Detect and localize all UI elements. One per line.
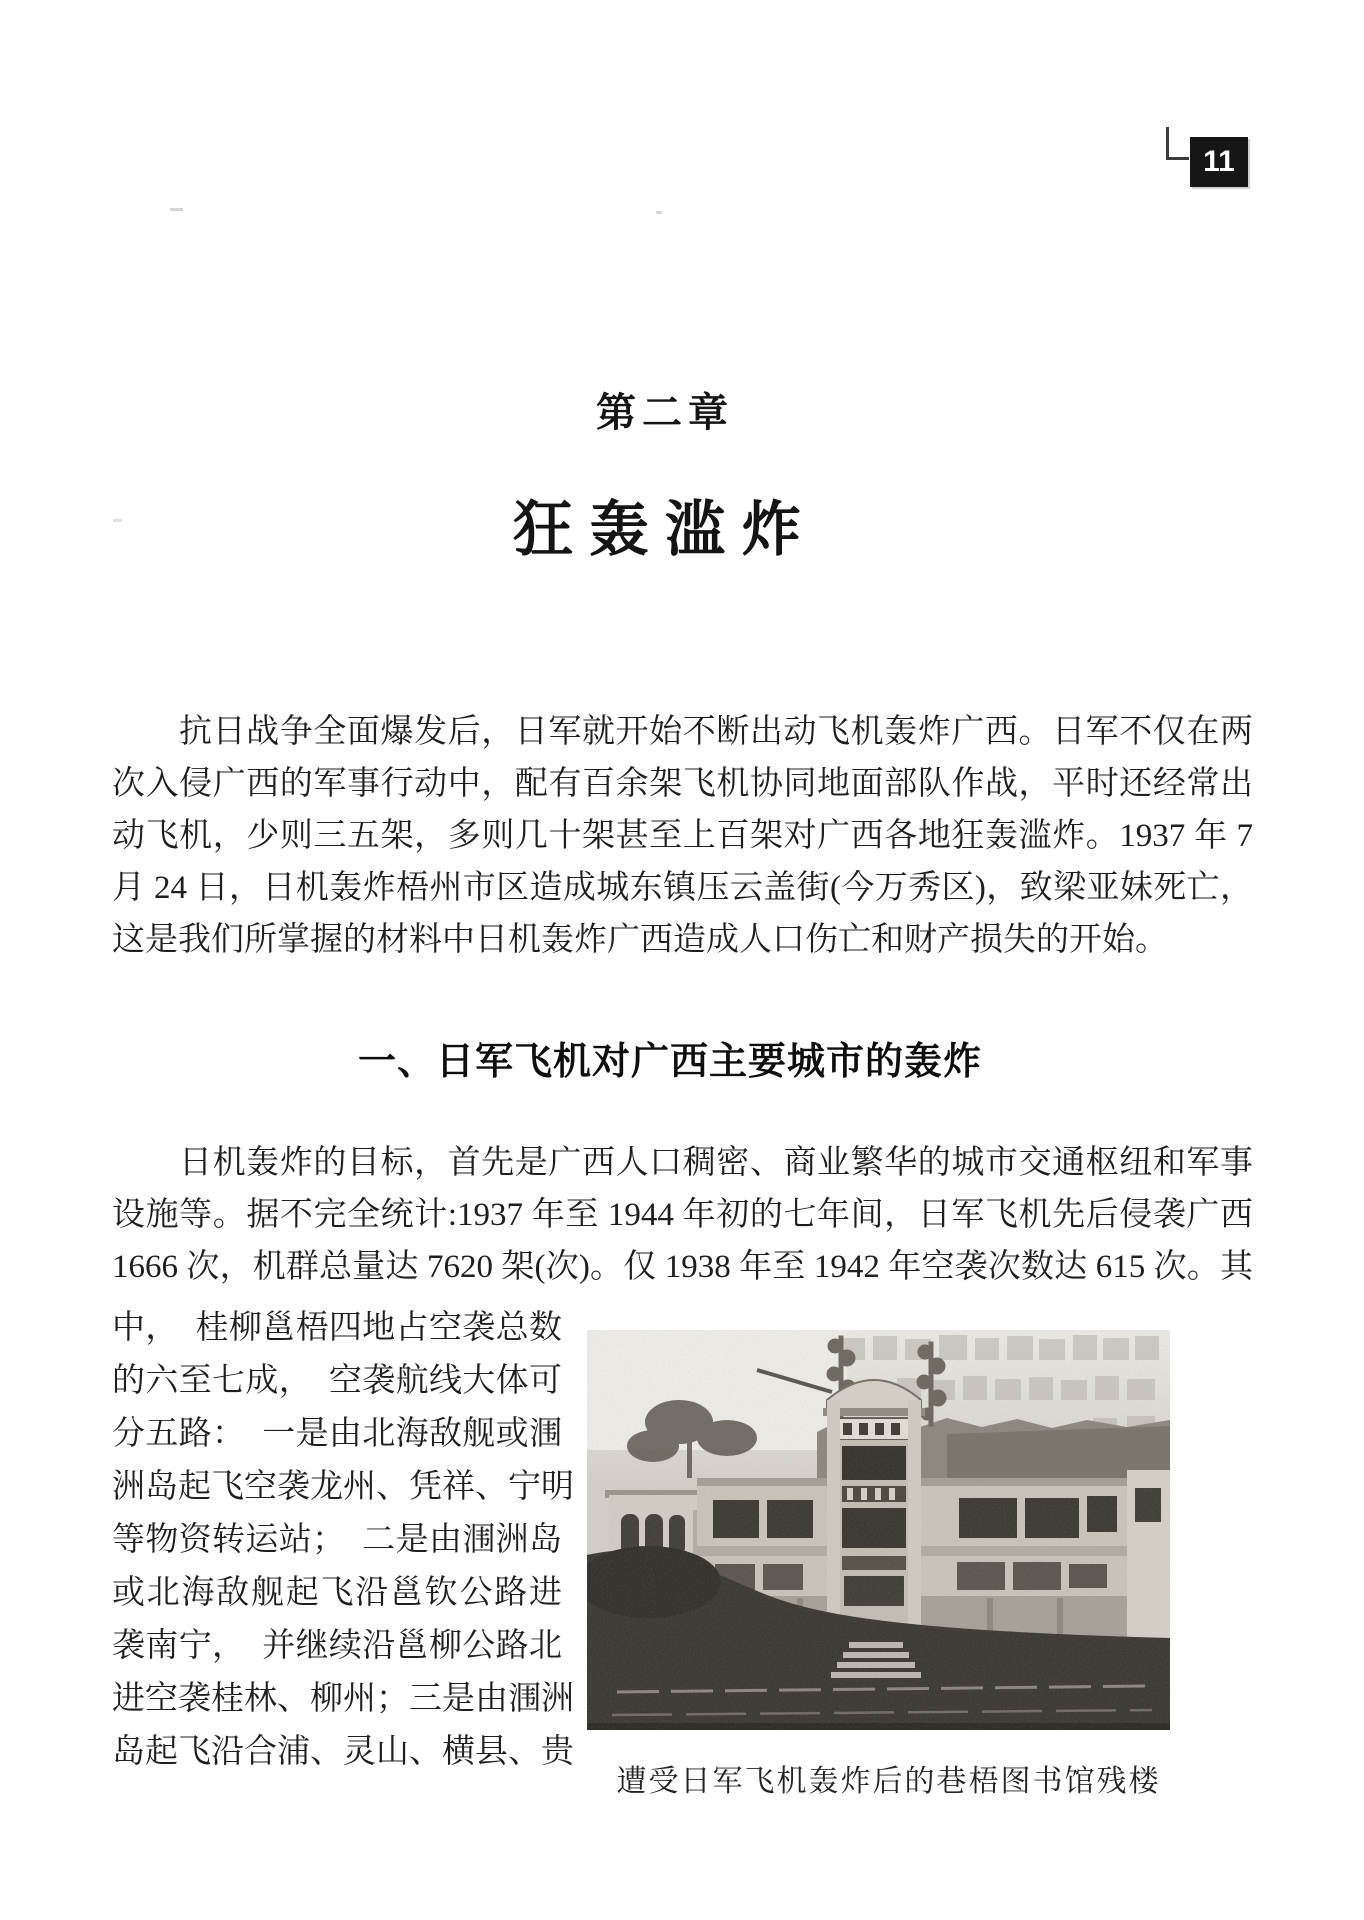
chapter-title: 狂轰滥炸 xyxy=(513,497,817,563)
paragraph-line: 或北海敌舰起飞沿邕钦公路进 xyxy=(112,1575,562,1611)
paragraph-line: 的六至七成， 空袭航线大体可 xyxy=(112,1363,562,1399)
body-paragraph-wrap-column xyxy=(112,1302,574,1779)
paragraph-line: 分五路： 一是由北海敌舰或涠 xyxy=(112,1416,562,1452)
section-heading: 一、日军飞机对广西主要城市的轰炸 xyxy=(357,1041,982,1083)
corner-mark xyxy=(1166,127,1169,160)
paragraph-line: 等物资转运站； 二是由涠洲岛 xyxy=(112,1522,562,1558)
paragraph-line: 抗日战争全面爆发后，日军就开始不断出动飞机轰炸广西。日军不仅在两 xyxy=(179,714,1253,750)
paragraph-line: 这是我们所掌握的材料中日机轰炸广西造成人口伤亡和财产损失的开始。 xyxy=(112,922,1168,958)
photo-caption: 遭受日军飞机轰炸后的巷梧图书馆残楼 xyxy=(616,1765,1161,1798)
paragraph-line: 进空袭桂林、柳州；三是由涠洲 xyxy=(112,1681,574,1717)
paragraph-line: 1666 次，机群总量达 7620 架(次)。仅 1938 年至 1942 年空袭次数达 615 次。其 xyxy=(112,1249,1253,1285)
paragraph-line: 中， 桂柳邕梧四地占空袭总数 xyxy=(112,1310,562,1346)
page-number-badge: 11 xyxy=(1190,137,1248,187)
scan-speck xyxy=(170,208,183,211)
intro-paragraph xyxy=(112,706,1253,966)
chapter-label: 第二章 xyxy=(596,390,734,435)
scan-speck xyxy=(656,211,662,214)
paragraph-line: 次入侵广西的军事行动中，配有百余架飞机协同地面部队作战，平时还经常出 xyxy=(112,766,1253,802)
paragraph-line: 动飞机，少则三五架，多则几十架甚至上百架对广西各地狂轰滥炸。1937 年 7 xyxy=(112,818,1253,854)
paragraph-line: 岛起飞沿合浦、灵山、横县、贵 xyxy=(112,1734,574,1770)
paragraph-line: 设施等。据不完全统计:1937 年至 1944 年初的七年间，日军飞机先后侵袭广西 xyxy=(112,1197,1253,1233)
paragraph-line: 洲岛起飞空袭龙州、凭祥、宁明 xyxy=(112,1469,574,1505)
paragraph-line: 月 24 日，日机轰炸梧州市区造成城东镇压云盖街(今万秀区)，致梁亚妹死亡， xyxy=(112,870,1253,906)
body-paragraph xyxy=(112,1137,1253,1293)
bombed-library-photo xyxy=(587,1330,1170,1730)
corner-mark xyxy=(1166,157,1189,160)
paragraph-line: 日机轰炸的目标，首先是广西人口稠密、商业繁华的城市交通枢纽和军事 xyxy=(179,1145,1253,1181)
paragraph-line: 袭南宁， 并继续沿邕柳公路北 xyxy=(112,1628,562,1664)
